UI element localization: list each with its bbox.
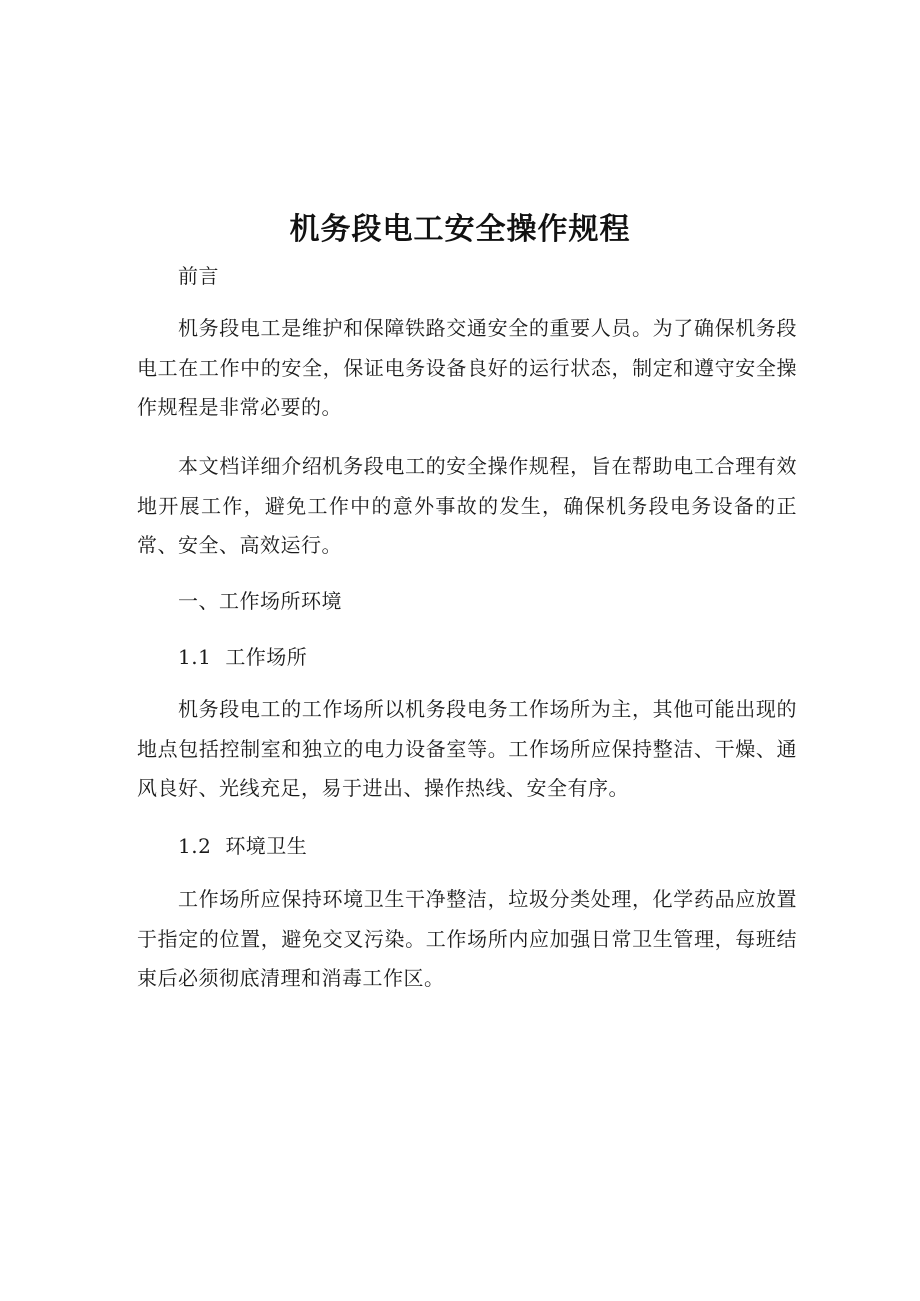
intro-paragraph-1: 机务段电工是维护和保障铁路交通安全的重要人员。为了确保机务段电工在工作中的安全，保证电务设备良好的运行状态，制定和遵守安全操作规程是非常必要的。 (137, 316, 797, 419)
preface-heading: 前言 (178, 264, 219, 288)
section-1-2-paragraph: 工作场所应保持环境卫生干净整洁，垃圾分类处理，化学药品应放置于指定的位置，避免交叉污染。工作场所内应加强日常卫生管理，每班结束后必须彻底清理和消毒工作区。 (137, 887, 797, 990)
section-1-heading: 一、工作场所环境 (178, 589, 342, 613)
document-title: 机务段电工安全操作规程 (289, 212, 631, 247)
intro-paragraph-2: 本文档详细介绍机务段电工的安全操作规程，旨在帮助电工合理有效地开展工作，避免工作中的意外事故的发生，确保机务段电务设备的正常、安全、高效运行。 (137, 454, 797, 557)
section-1-2-heading (178, 826, 307, 866)
section-1-2-title: 环境卫生 (225, 834, 308, 858)
section-1-1-number: 1.1 (178, 645, 212, 669)
section-1-2-number: 1.2 (178, 834, 212, 858)
section-1-1-title: 工作场所 (225, 645, 308, 669)
section-1-1-paragraph: 机务段电工的工作场所以机务段电务工作场所为主，其他可能出现的地点包括控制室和独立的电力设备室等。工作场所应保持整洁、干燥、通风良好、光线充足，易于进出、操作热线、安全有序。 (137, 697, 797, 800)
section-1-1-heading (178, 637, 307, 677)
